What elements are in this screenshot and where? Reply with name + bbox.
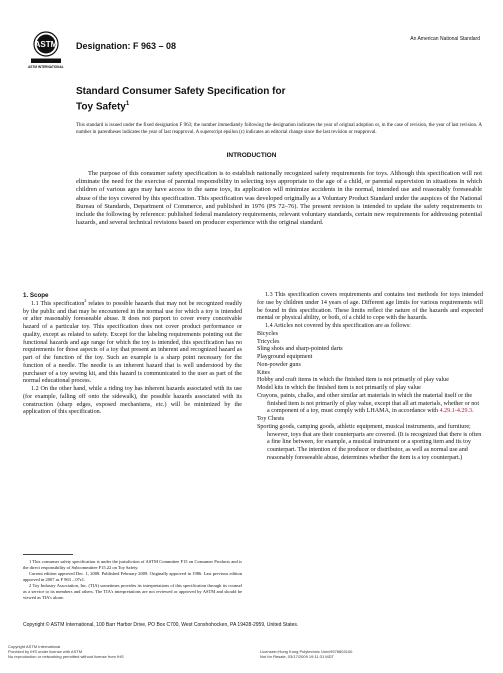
introduction-paragraph: The purpose of this consumer safety specification is to establish nationally recognized safety requirements for toys. Although this specification will not eliminate the need for the exercise of parental responsibility in selecting toys appropriate to the age of a child, or parental supervision in situations in which children of various ages may have access to the same toys, its application will minimize accidents in the normal, intended use and reasonably foreseeable abuse of the toys covered by this specification. This specification was developed originally as a Voluntary Product Standard under the auspices of the National Bureau of Standards, Department of Commerce, and published in 1976 (PS 72–76). The present revision is intended to update the safety requirements to include the following by reference: published federal mandatory requirements, relevant voluntary standards, certain new requirements for addressing potential hazards, and several technical revisions based on producer experience with the original standard. xyxy=(76,170,482,227)
paragraph-1-3: 1.3 This specification covers requirements and contains test methods for toys intended for use by children under 14 years of age. Different age limits for various requirements will be found in this specification. These limits reflect the nature of the hazards and expected mental or physical ability, or both, of a child to cope with the hazards. xyxy=(257,292,483,322)
excluded-item-sporting: Sporting goods, camping goods, athletic equipment, musical instruments, and furniture; however, toys that are their counterparts are covered. (It is recognized that there is often a fine line between, for example, a musical instrument or a sporting item and its toy counterpart. The intention of the producer or distributor, as well as normal use and reasonably foreseeable abuse, determines whether the item is a toy counterpart.) xyxy=(257,423,482,461)
crayons-text: Crayons, paints, chalks, and other similar art materials in which the material itself or the finished item is not primarily of play value, except that all art materials, whether or not a component of a toy, must comply with LHAMA, in accordance with xyxy=(257,392,480,415)
license-line: No reproduction or networking permitted without license from IHS xyxy=(8,653,124,659)
excluded-item: Model kits in which the finished item is not primarily of play value xyxy=(257,385,421,391)
license-line: Provided by IHS under license with ASTM xyxy=(8,648,83,654)
footnote-1-edition: Current edition approved Dec. 1, 2008. Published February 2009. Originally approved in 1986. Last previous edition approved in 2007 as F 963 – 07ε1. xyxy=(23,571,242,582)
excluded-item: Sling shots and sharp-pointed darts xyxy=(257,346,343,353)
copyright-notice: Copyright © ASTM International, 100 Barr Harbor Drive, PO Box C700, West Conshohocken, PA 19428-2959, United States. xyxy=(23,622,299,628)
footnote-ref-2: 2 xyxy=(84,297,87,303)
scope-heading: 1. Scope xyxy=(23,292,49,299)
excluded-item: Hobby and craft items in which the finished item is not primarily of play value xyxy=(257,377,449,384)
footnotes xyxy=(23,559,242,601)
footnote-2: 2 Toy Industry Association, Inc. (TIA) sometimes provides its interpretations of this specification through its counsel as a service to its members and others. The TIA's interpretations are not reviewed or approved by ASTM and should be viewed as TIA's alone. xyxy=(23,583,242,600)
paragraph-1-4: 1.4 Articles not covered by this specification are as follows: xyxy=(265,323,411,329)
astm-logo xyxy=(31,31,61,65)
paragraph-1-1 xyxy=(23,297,242,386)
logo-caption: ASTM INTERNATIONAL xyxy=(28,65,64,69)
right-column xyxy=(257,292,483,463)
excluded-item: Non-powder guns xyxy=(257,361,301,368)
section-link[interactable]: 4.29.1-4.29.3 xyxy=(439,408,473,415)
excluded-item: Toy Chests xyxy=(257,416,285,422)
license-right xyxy=(260,650,352,660)
excluded-item: Bicycles xyxy=(257,330,278,337)
introduction-heading: INTRODUCTION xyxy=(226,152,277,159)
title-line-2: Toy Safety xyxy=(76,101,126,113)
crayons-end: . xyxy=(472,408,474,415)
footnote-1: 1 This consumer safety specification is under the jurisdiction of ASTM Committee F15 on Consumer Products and is the direct responsibility of Subcommittee F15.22 on Toy Safety. xyxy=(23,559,242,570)
introduction-body xyxy=(76,170,482,227)
svg-text:ASTM: ASTM xyxy=(34,40,58,49)
designation: Designation: F 963 – 08 xyxy=(76,41,177,51)
p1-1-body: relates to possible hazards that may not be recognized readily by the public and that may be encountered in the normal use for which a toy is intended or after reasonably foreseeable abuse. It does not purport to cover every conceivable hazard of a particular toy. This specification does not cover product performance or quality, except as related to safety. Except for the labeling requirements pointing out the functional hazards and age range for which the toy is intended, this specification has no requirements for those aspects of a toy that present an inherent and recognized hazard as part of the function of the toy. Such an example is a sharp point necessary for the function of a needle. The needle is an inherent hazard that is well understood by the purchaser of a toy sewing kit, and this hazard is communicated to the user as part of the normal educational process. xyxy=(23,300,242,385)
excluded-item: Tricycles xyxy=(257,338,280,345)
document-title xyxy=(76,86,286,113)
footnote-divider xyxy=(23,554,73,555)
license-line: Not for Resale, 03/17/2009 19:11:31 MDT xyxy=(260,653,334,659)
standard-note: This standard is issued under the fixed designation F 963; the number immediately following the designation indicates the year of original adoption or, in the case of revision, the year of last revision. A number in parentheses indicates the year of last reapproval. A superscript epsilon (ε) indicates an editorial change since the last revision or reapproval. xyxy=(76,123,482,135)
license-left xyxy=(8,645,124,659)
p1-1-lead: 1.1 This specification xyxy=(31,300,85,307)
standard-type: An American National Standard xyxy=(410,36,480,42)
excluded-item: Kites xyxy=(257,369,270,376)
license-line: Licensee=Hong Kong Polytechnic Univ/9976803100 xyxy=(260,649,353,654)
license-line: Copyright ASTM International xyxy=(8,644,61,649)
title-footnote-mark: 1 xyxy=(125,101,130,107)
paragraph-1-2: 1.2 On the other hand, while a riding toy has inherent hazards associated with its use (for example, falling off onto the sidewalk), the possible hazards associated with its construction (sharp edges, exposed mechanisms, etc.) will be minimized by the application of this specification. xyxy=(23,386,242,416)
left-column xyxy=(23,292,242,417)
excluded-item: Playground equipment xyxy=(257,354,313,360)
title-line-1: Standard Consumer Safety Specification for xyxy=(76,86,286,97)
excluded-item-crayons xyxy=(257,393,483,416)
